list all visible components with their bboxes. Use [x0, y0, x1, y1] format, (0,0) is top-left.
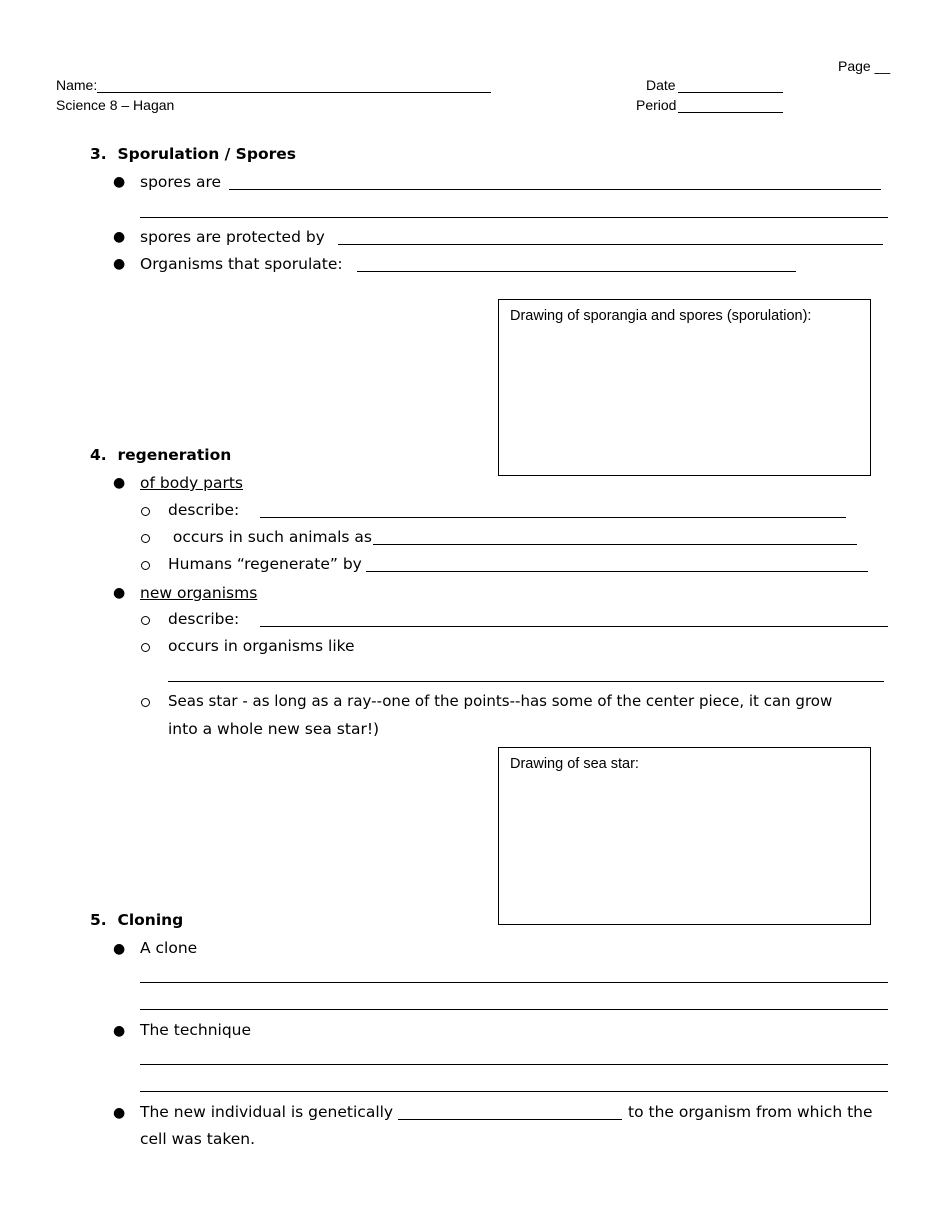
humans-regenerate-field[interactable]	[366, 571, 868, 572]
date-label: Date	[646, 77, 676, 93]
bullet-icon: ●	[113, 1105, 126, 1121]
occurs-organisms-field[interactable]	[168, 681, 884, 682]
organisms-sporulate-field[interactable]	[357, 271, 796, 272]
circle-bullet-icon	[141, 534, 150, 543]
humans-regenerate-label: Humans “regenerate” by	[168, 555, 362, 573]
class-label: Science 8 – Hagan	[56, 97, 175, 113]
bullet-icon: ●	[113, 174, 126, 190]
body-parts-animals-label: occurs in such animals as	[168, 528, 372, 546]
technique-label: The technique	[140, 1021, 252, 1039]
name-label: Name:	[56, 77, 98, 93]
new-organisms-heading: new organisms	[140, 584, 258, 602]
sea-star-drawing-box[interactable]	[498, 747, 871, 925]
spores-protected-label: spores are protected by	[140, 228, 325, 246]
cell-taken-label: cell was taken.	[140, 1130, 256, 1148]
body-parts-animals-field[interactable]	[373, 544, 857, 545]
circle-bullet-icon	[141, 698, 150, 707]
bullet-icon: ●	[113, 941, 126, 957]
organisms-sporulate-label: Organisms that sporulate:	[140, 255, 343, 273]
body-parts-heading: of body parts	[140, 474, 243, 492]
sea-star-drawing-caption: Drawing of sea star:	[510, 756, 639, 772]
bullet-icon: ●	[113, 229, 126, 245]
a-clone-field-line-1[interactable]	[140, 982, 888, 983]
section-5-title: 5. Cloning	[90, 911, 184, 929]
period-label: Period	[636, 97, 677, 113]
bullet-icon: ●	[113, 585, 126, 601]
bullet-icon: ●	[113, 475, 126, 491]
name-field[interactable]	[97, 92, 491, 93]
section-4-title: 4. regeneration	[90, 446, 232, 464]
bullet-icon: ●	[113, 1023, 126, 1039]
circle-bullet-icon	[141, 561, 150, 570]
body-parts-describe-label: describe:	[168, 501, 240, 519]
a-clone-field-line-2[interactable]	[140, 1009, 888, 1010]
genetically-label: The new individual is genetically	[140, 1103, 394, 1121]
spores-are-field[interactable]	[229, 189, 881, 190]
section-3-title: 3. Sporulation / Spores	[90, 145, 296, 163]
spores-protected-field[interactable]	[338, 244, 883, 245]
circle-bullet-icon	[141, 643, 150, 652]
body-parts-describe-field[interactable]	[260, 517, 846, 518]
circle-bullet-icon	[141, 507, 150, 516]
technique-field-line-1[interactable]	[140, 1064, 888, 1065]
circle-bullet-icon	[141, 616, 150, 625]
sea-star-note-line-2: into a whole new sea star!)	[168, 720, 380, 738]
spores-are-label: spores are	[140, 173, 222, 191]
occurs-organisms-label: occurs in organisms like	[168, 637, 355, 655]
sea-star-note-line-1: Seas star - as long as a ray--one of the points--has some of the center piece, it can grow	[168, 692, 833, 710]
period-field[interactable]	[678, 112, 783, 113]
sporangia-drawing-caption: Drawing of sporangia and spores (sporulation):	[510, 308, 812, 324]
sporangia-drawing-box[interactable]	[498, 299, 871, 476]
a-clone-label: A clone	[140, 939, 198, 957]
genetically-field[interactable]	[398, 1119, 622, 1120]
technique-field-line-2[interactable]	[140, 1091, 888, 1092]
date-field[interactable]	[678, 92, 783, 93]
genetically-label-cont: to the organism from which the	[628, 1103, 873, 1121]
new-organisms-describe-label: describe:	[168, 610, 240, 628]
spores-are-field-line-2[interactable]	[140, 217, 888, 218]
new-organisms-describe-field[interactable]	[260, 626, 888, 627]
page-number-label: Page __	[838, 58, 891, 74]
bullet-icon: ●	[113, 256, 126, 272]
